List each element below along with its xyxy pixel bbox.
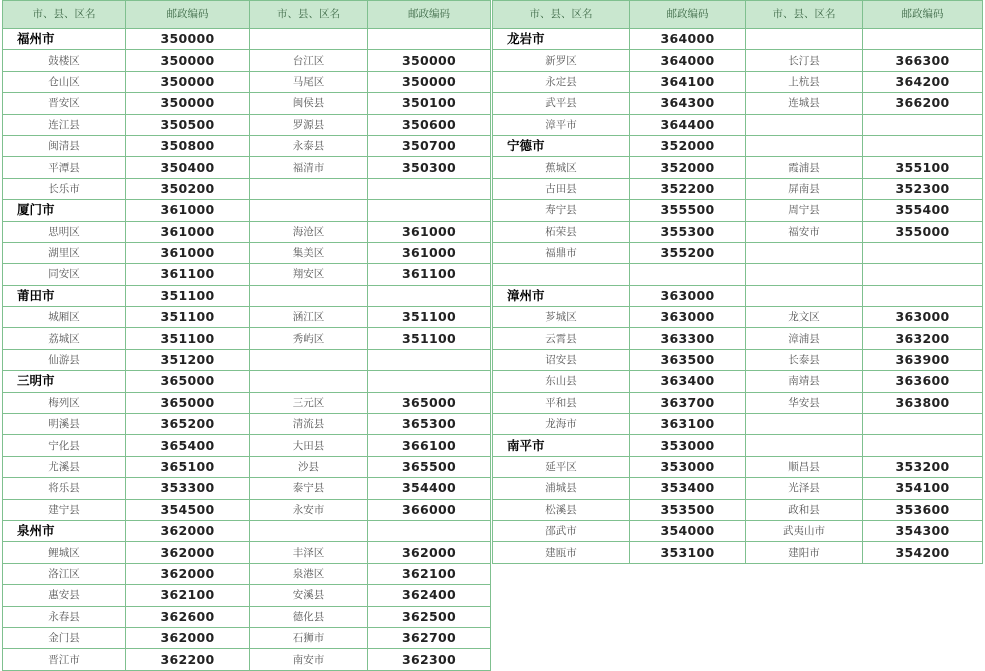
postal-code-cell: 351100 bbox=[126, 285, 250, 306]
postal-code-cell: 353100 bbox=[630, 542, 746, 563]
city-name-cell: 三明市 bbox=[3, 371, 126, 392]
postal-code-cell: 362100 bbox=[368, 563, 491, 584]
table-row bbox=[3, 478, 491, 499]
postal-code-cell: 362000 bbox=[368, 542, 491, 563]
postal-code-cell: 355000 bbox=[863, 221, 983, 242]
area-name-cell: 永春县 bbox=[3, 606, 126, 627]
postal-code-cell: 355300 bbox=[630, 221, 746, 242]
postal-code-cell: 350000 bbox=[126, 50, 250, 71]
area-name-cell: 晋安区 bbox=[3, 93, 126, 114]
area-name-cell: 福安市 bbox=[746, 221, 863, 242]
postal-code-cell: 364300 bbox=[630, 93, 746, 114]
postal-code-cell: 353500 bbox=[630, 499, 746, 520]
area-name-cell: 泰宁县 bbox=[250, 478, 368, 499]
table-row bbox=[493, 349, 983, 370]
postal-code-cell bbox=[368, 178, 491, 199]
postal-code-cell: 363500 bbox=[630, 349, 746, 370]
postal-code-cell: 355400 bbox=[863, 200, 983, 221]
area-name-cell: 鲤城区 bbox=[3, 542, 126, 563]
table-row bbox=[3, 328, 491, 349]
postal-code-cell: 350100 bbox=[368, 93, 491, 114]
area-name-cell: 石狮市 bbox=[250, 627, 368, 648]
area-name-cell: 华安县 bbox=[746, 392, 863, 413]
table-row bbox=[3, 392, 491, 413]
postal-code-cell: 352000 bbox=[630, 157, 746, 178]
area-name-cell: 霞浦县 bbox=[746, 157, 863, 178]
postal-code-cell: 365000 bbox=[126, 371, 250, 392]
postal-code-cell: 352000 bbox=[630, 135, 746, 156]
area-name-cell: 长汀县 bbox=[746, 50, 863, 71]
table-row bbox=[493, 114, 983, 135]
postal-code-cell: 355100 bbox=[863, 157, 983, 178]
area-name-cell: 鼓楼区 bbox=[3, 50, 126, 71]
area-name-cell: 台江区 bbox=[250, 50, 368, 71]
postal-code-cell bbox=[863, 285, 983, 306]
header-postal-code: 邮政编码 bbox=[368, 1, 491, 29]
area-name-cell: 福清市 bbox=[250, 157, 368, 178]
area-name-cell: 光泽县 bbox=[746, 478, 863, 499]
header-area-name: 市、县、区名 bbox=[250, 1, 368, 29]
area-name-cell: 秀屿区 bbox=[250, 328, 368, 349]
postal-code-cell: 361000 bbox=[126, 242, 250, 263]
area-name-cell: 马尾区 bbox=[250, 71, 368, 92]
area-name-cell bbox=[746, 135, 863, 156]
table-row bbox=[3, 157, 491, 178]
postal-code-cell: 350000 bbox=[368, 71, 491, 92]
table-row bbox=[493, 221, 983, 242]
postal-code-cell: 366000 bbox=[368, 499, 491, 520]
postal-code-cell: 365400 bbox=[126, 435, 250, 456]
postal-code-cell: 363400 bbox=[630, 371, 746, 392]
postal-code-cell: 362000 bbox=[126, 563, 250, 584]
postal-code-cell bbox=[863, 435, 983, 456]
postal-code-cell: 361000 bbox=[126, 200, 250, 221]
area-name-cell: 惠安县 bbox=[3, 585, 126, 606]
area-name-cell: 大田县 bbox=[250, 435, 368, 456]
area-name-cell bbox=[250, 371, 368, 392]
table-row bbox=[3, 50, 491, 71]
city-row bbox=[3, 200, 491, 221]
area-name-cell: 平和县 bbox=[493, 392, 630, 413]
table-row bbox=[3, 307, 491, 328]
table-row bbox=[3, 114, 491, 135]
area-name-cell: 东山县 bbox=[493, 371, 630, 392]
city-row bbox=[493, 135, 983, 156]
table-row bbox=[3, 585, 491, 606]
postal-code-cell bbox=[863, 242, 983, 263]
area-name-cell: 龙文区 bbox=[746, 307, 863, 328]
area-name-cell: 湖里区 bbox=[3, 242, 126, 263]
table-row bbox=[493, 392, 983, 413]
postal-code-cell: 353400 bbox=[630, 478, 746, 499]
table-row bbox=[3, 456, 491, 477]
table-header-row bbox=[493, 1, 983, 29]
city-name-cell: 漳州市 bbox=[493, 285, 630, 306]
postal-code-cell: 366300 bbox=[863, 50, 983, 71]
postal-code-table-right bbox=[492, 0, 983, 564]
city-row bbox=[493, 285, 983, 306]
postal-code-cell: 364400 bbox=[630, 114, 746, 135]
city-row bbox=[3, 371, 491, 392]
table-row bbox=[3, 563, 491, 584]
table-row bbox=[493, 499, 983, 520]
header-area-name: 市、县、区名 bbox=[3, 1, 126, 29]
city-name-cell: 厦门市 bbox=[3, 200, 126, 221]
postal-code-cell bbox=[368, 29, 491, 50]
city-row bbox=[493, 29, 983, 50]
area-name-cell: 清流县 bbox=[250, 414, 368, 435]
postal-code-cell bbox=[368, 200, 491, 221]
postal-code-cell bbox=[368, 285, 491, 306]
postal-code-cell: 365200 bbox=[126, 414, 250, 435]
postal-code-cell: 362600 bbox=[126, 606, 250, 627]
table-row bbox=[493, 456, 983, 477]
area-name-cell: 上杭县 bbox=[746, 71, 863, 92]
area-name-cell: 丰泽区 bbox=[250, 542, 368, 563]
postal-code-cell: 361000 bbox=[368, 242, 491, 263]
postal-code-cell bbox=[863, 29, 983, 50]
postal-code-cell bbox=[368, 520, 491, 541]
area-name-cell: 城厢区 bbox=[3, 307, 126, 328]
postal-code-cell: 350000 bbox=[126, 29, 250, 50]
area-name-cell: 南靖县 bbox=[746, 371, 863, 392]
header-postal-code: 邮政编码 bbox=[126, 1, 250, 29]
postal-code-cell: 362500 bbox=[368, 606, 491, 627]
area-name-cell: 诏安县 bbox=[493, 349, 630, 370]
postal-code-cell: 350600 bbox=[368, 114, 491, 135]
postal-code-cell bbox=[630, 264, 746, 285]
postal-code-cell: 351100 bbox=[126, 328, 250, 349]
postal-code-cell: 355200 bbox=[630, 242, 746, 263]
postal-code-cell: 362200 bbox=[126, 649, 250, 670]
area-name-cell: 福鼎市 bbox=[493, 242, 630, 263]
postal-code-cell: 362700 bbox=[368, 627, 491, 648]
postal-code-cell: 354200 bbox=[863, 542, 983, 563]
header-area-name: 市、县、区名 bbox=[746, 1, 863, 29]
postal-code-cell: 354100 bbox=[863, 478, 983, 499]
area-name-cell bbox=[250, 200, 368, 221]
table-row bbox=[493, 328, 983, 349]
city-row bbox=[493, 435, 983, 456]
postal-code-cell: 365500 bbox=[368, 456, 491, 477]
area-name-cell bbox=[250, 285, 368, 306]
area-name-cell: 连城县 bbox=[746, 93, 863, 114]
postal-code-cell: 363600 bbox=[863, 371, 983, 392]
area-name-cell: 建阳市 bbox=[746, 542, 863, 563]
area-name-cell: 邵武市 bbox=[493, 520, 630, 541]
table-row bbox=[3, 93, 491, 114]
postal-code-cell bbox=[863, 414, 983, 435]
postal-code-table-left-body bbox=[3, 1, 491, 671]
city-row bbox=[3, 285, 491, 306]
area-name-cell: 屏南县 bbox=[746, 178, 863, 199]
area-name-cell bbox=[746, 414, 863, 435]
postal-code-cell: 361000 bbox=[126, 221, 250, 242]
table-row bbox=[493, 542, 983, 563]
area-name-cell bbox=[746, 435, 863, 456]
table-row bbox=[493, 520, 983, 541]
area-name-cell: 永泰县 bbox=[250, 135, 368, 156]
table-row bbox=[493, 157, 983, 178]
table-row bbox=[3, 627, 491, 648]
area-name-cell: 同安区 bbox=[3, 264, 126, 285]
postal-code-cell: 353200 bbox=[863, 456, 983, 477]
table-row bbox=[3, 435, 491, 456]
area-name-cell: 政和县 bbox=[746, 499, 863, 520]
area-name-cell: 尤溪县 bbox=[3, 456, 126, 477]
area-name-cell: 顺昌县 bbox=[746, 456, 863, 477]
postal-code-cell: 353000 bbox=[630, 435, 746, 456]
table-row bbox=[493, 371, 983, 392]
area-name-cell: 仙游县 bbox=[3, 349, 126, 370]
postal-code-cell: 351100 bbox=[368, 328, 491, 349]
area-name-cell: 新罗区 bbox=[493, 50, 630, 71]
postal-code-cell: 363200 bbox=[863, 328, 983, 349]
postal-code-cell: 352200 bbox=[630, 178, 746, 199]
table-row bbox=[493, 178, 983, 199]
area-name-cell bbox=[746, 242, 863, 263]
area-name-cell: 泉港区 bbox=[250, 563, 368, 584]
header-postal-code: 邮政编码 bbox=[630, 1, 746, 29]
area-name-cell: 武夷山市 bbox=[746, 520, 863, 541]
area-name-cell: 罗源县 bbox=[250, 114, 368, 135]
postal-code-cell: 362000 bbox=[126, 627, 250, 648]
area-name-cell: 思明区 bbox=[3, 221, 126, 242]
postal-code-cell: 363100 bbox=[630, 414, 746, 435]
postal-code-cell: 351100 bbox=[368, 307, 491, 328]
city-name-cell: 宁德市 bbox=[493, 135, 630, 156]
area-name-cell: 浦城县 bbox=[493, 478, 630, 499]
area-name-cell bbox=[493, 264, 630, 285]
area-name-cell: 金门县 bbox=[3, 627, 126, 648]
table-row bbox=[493, 264, 983, 285]
postal-code-cell: 350800 bbox=[126, 135, 250, 156]
area-name-cell: 晋江市 bbox=[3, 649, 126, 670]
postal-code-cell: 351200 bbox=[126, 349, 250, 370]
table-row bbox=[493, 307, 983, 328]
postal-code-cell: 353300 bbox=[126, 478, 250, 499]
table-row bbox=[493, 200, 983, 221]
postal-code-cell: 362400 bbox=[368, 585, 491, 606]
area-name-cell: 沙县 bbox=[250, 456, 368, 477]
postal-code-cell bbox=[368, 349, 491, 370]
city-name-cell: 泉州市 bbox=[3, 520, 126, 541]
postal-code-cell: 366200 bbox=[863, 93, 983, 114]
area-name-cell bbox=[250, 520, 368, 541]
postal-code-cell: 350300 bbox=[368, 157, 491, 178]
area-name-cell: 翔安区 bbox=[250, 264, 368, 285]
postal-code-cell: 361000 bbox=[368, 221, 491, 242]
postal-code-cell: 363900 bbox=[863, 349, 983, 370]
area-name-cell bbox=[250, 29, 368, 50]
postal-code-cell: 350000 bbox=[126, 93, 250, 114]
table-row bbox=[3, 178, 491, 199]
area-name-cell: 古田县 bbox=[493, 178, 630, 199]
area-name-cell: 仓山区 bbox=[3, 71, 126, 92]
postal-code-cell: 350000 bbox=[126, 71, 250, 92]
area-name-cell: 南安市 bbox=[250, 649, 368, 670]
postal-code-cell: 362000 bbox=[126, 520, 250, 541]
table-row bbox=[3, 135, 491, 156]
postal-code-cell bbox=[368, 371, 491, 392]
postal-code-cell: 353000 bbox=[630, 456, 746, 477]
area-name-cell bbox=[746, 264, 863, 285]
area-name-cell: 洛江区 bbox=[3, 563, 126, 584]
postal-code-cell bbox=[863, 264, 983, 285]
postal-code-cell: 365000 bbox=[368, 392, 491, 413]
area-name-cell: 闽清县 bbox=[3, 135, 126, 156]
table-row bbox=[3, 649, 491, 670]
table-row bbox=[3, 414, 491, 435]
area-name-cell: 德化县 bbox=[250, 606, 368, 627]
postal-code-cell: 365100 bbox=[126, 456, 250, 477]
postal-code-cell: 366100 bbox=[368, 435, 491, 456]
postal-code-cell: 350500 bbox=[126, 114, 250, 135]
postal-code-cell: 354000 bbox=[630, 520, 746, 541]
area-name-cell: 宁化县 bbox=[3, 435, 126, 456]
area-name-cell bbox=[250, 178, 368, 199]
table-row bbox=[493, 93, 983, 114]
table-row bbox=[493, 414, 983, 435]
area-name-cell: 武平县 bbox=[493, 93, 630, 114]
city-name-cell: 龙岩市 bbox=[493, 29, 630, 50]
area-name-cell: 寿宁县 bbox=[493, 200, 630, 221]
postal-code-cell: 363000 bbox=[863, 307, 983, 328]
area-name-cell: 龙海市 bbox=[493, 414, 630, 435]
postal-code-cell: 363300 bbox=[630, 328, 746, 349]
table-row bbox=[3, 264, 491, 285]
area-name-cell: 集美区 bbox=[250, 242, 368, 263]
header-area-name: 市、县、区名 bbox=[493, 1, 630, 29]
area-name-cell: 柘荣县 bbox=[493, 221, 630, 242]
area-name-cell: 漳平市 bbox=[493, 114, 630, 135]
postal-code-cell: 361100 bbox=[368, 264, 491, 285]
table-row bbox=[3, 71, 491, 92]
city-name-cell: 福州市 bbox=[3, 29, 126, 50]
area-name-cell: 安溪县 bbox=[250, 585, 368, 606]
postal-code-cell: 365000 bbox=[126, 392, 250, 413]
table-row bbox=[3, 499, 491, 520]
header-postal-code: 邮政编码 bbox=[863, 1, 983, 29]
postal-code-cell: 364100 bbox=[630, 71, 746, 92]
postal-code-cell: 363800 bbox=[863, 392, 983, 413]
area-name-cell: 平潭县 bbox=[3, 157, 126, 178]
area-name-cell: 延平区 bbox=[493, 456, 630, 477]
area-name-cell: 涵江区 bbox=[250, 307, 368, 328]
postal-code-cell: 364000 bbox=[630, 29, 746, 50]
postal-code-cell: 363000 bbox=[630, 285, 746, 306]
table-row bbox=[493, 50, 983, 71]
postal-code-cell: 350700 bbox=[368, 135, 491, 156]
area-name-cell: 建瓯市 bbox=[493, 542, 630, 563]
table-row bbox=[493, 242, 983, 263]
table-row bbox=[493, 478, 983, 499]
city-name-cell: 莆田市 bbox=[3, 285, 126, 306]
postal-code-table-left bbox=[2, 0, 491, 671]
postal-code-cell: 352300 bbox=[863, 178, 983, 199]
city-row bbox=[3, 520, 491, 541]
area-name-cell: 连江县 bbox=[3, 114, 126, 135]
postal-code-cell: 353600 bbox=[863, 499, 983, 520]
postal-code-cell: 362100 bbox=[126, 585, 250, 606]
area-name-cell: 永安市 bbox=[250, 499, 368, 520]
postal-code-cell: 350000 bbox=[368, 50, 491, 71]
table-row bbox=[3, 221, 491, 242]
postal-code-cell: 362300 bbox=[368, 649, 491, 670]
postal-code-cell bbox=[863, 114, 983, 135]
postal-code-cell: 355500 bbox=[630, 200, 746, 221]
table-row bbox=[3, 542, 491, 563]
area-name-cell: 海沧区 bbox=[250, 221, 368, 242]
area-name-cell: 漳浦县 bbox=[746, 328, 863, 349]
area-name-cell: 云霄县 bbox=[493, 328, 630, 349]
area-name-cell bbox=[250, 349, 368, 370]
table-row bbox=[493, 71, 983, 92]
area-name-cell: 松溪县 bbox=[493, 499, 630, 520]
postal-code-cell: 351100 bbox=[126, 307, 250, 328]
area-name-cell: 荔城区 bbox=[3, 328, 126, 349]
area-name-cell: 芗城区 bbox=[493, 307, 630, 328]
table-row bbox=[3, 349, 491, 370]
area-name-cell: 建宁县 bbox=[3, 499, 126, 520]
area-name-cell bbox=[746, 29, 863, 50]
area-name-cell: 三元区 bbox=[250, 392, 368, 413]
postal-code-table-right-body bbox=[493, 1, 983, 564]
postal-code-cell: 364000 bbox=[630, 50, 746, 71]
postal-code-cell bbox=[863, 135, 983, 156]
postal-code-cell: 350400 bbox=[126, 157, 250, 178]
postal-code-cell: 365300 bbox=[368, 414, 491, 435]
city-row bbox=[3, 29, 491, 50]
postal-code-cell: 354300 bbox=[863, 520, 983, 541]
postal-code-cell: 350200 bbox=[126, 178, 250, 199]
postal-code-cell: 354400 bbox=[368, 478, 491, 499]
city-name-cell: 南平市 bbox=[493, 435, 630, 456]
postal-code-cell: 362000 bbox=[126, 542, 250, 563]
postal-code-cell: 363700 bbox=[630, 392, 746, 413]
area-name-cell: 将乐县 bbox=[3, 478, 126, 499]
area-name-cell: 永定县 bbox=[493, 71, 630, 92]
area-name-cell: 周宁县 bbox=[746, 200, 863, 221]
postal-code-cell: 364200 bbox=[863, 71, 983, 92]
area-name-cell: 闽侯县 bbox=[250, 93, 368, 114]
area-name-cell: 长泰县 bbox=[746, 349, 863, 370]
area-name-cell: 梅列区 bbox=[3, 392, 126, 413]
area-name-cell bbox=[746, 114, 863, 135]
postal-code-cell: 361100 bbox=[126, 264, 250, 285]
area-name-cell: 长乐市 bbox=[3, 178, 126, 199]
table-row bbox=[3, 242, 491, 263]
area-name-cell bbox=[746, 285, 863, 306]
area-name-cell: 明溪县 bbox=[3, 414, 126, 435]
postal-code-cell: 363000 bbox=[630, 307, 746, 328]
postal-code-cell: 354500 bbox=[126, 499, 250, 520]
area-name-cell: 蕉城区 bbox=[493, 157, 630, 178]
table-header-row bbox=[3, 1, 491, 29]
